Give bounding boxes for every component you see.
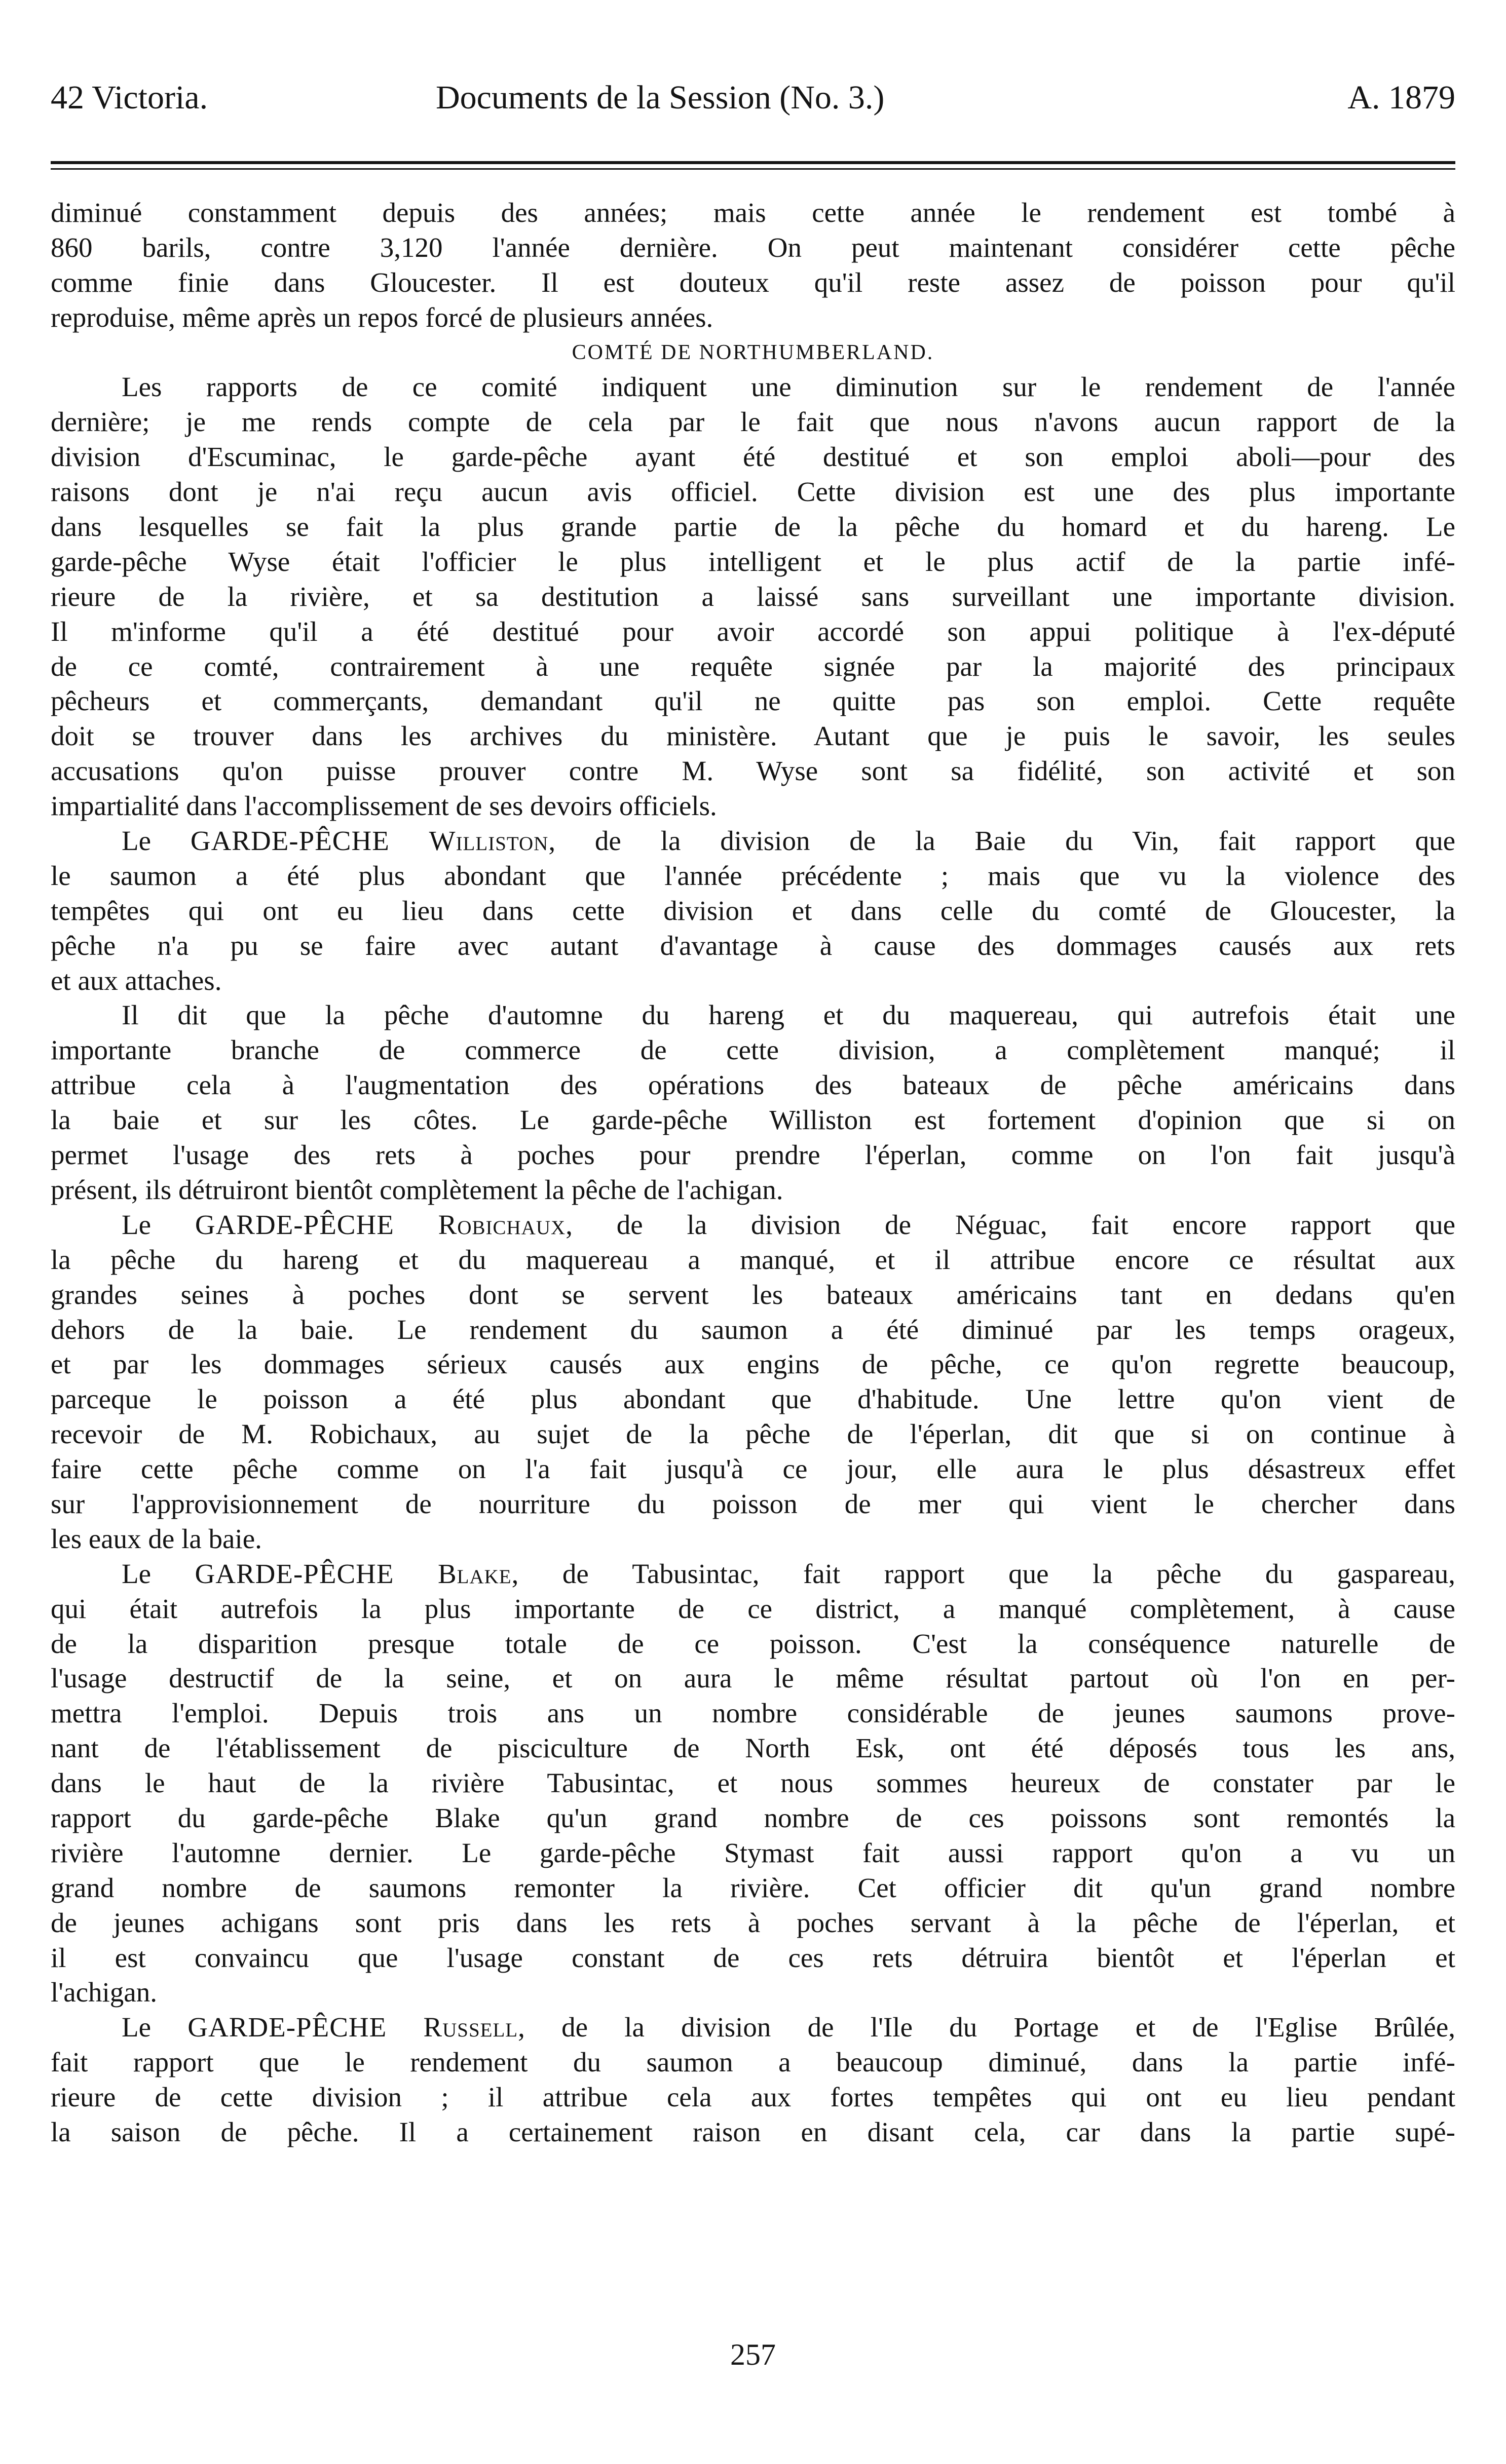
text-line: qui était autrefois la plus importante de ce district, a manqué complètement, à cause [51, 1593, 1455, 1624]
text-line: mettra l'emploi. Depuis trois ans un nombre considérable de jeunes saumons prove- [51, 1698, 1455, 1729]
text-line: Les rapports de ce comité indiquent une diminution sur le rendement de l'année [122, 371, 1455, 403]
title-garde-peche: GARDE-PÊCHE [195, 1558, 394, 1589]
text-run: Le [122, 1558, 152, 1589]
header-year: A. 1879 [1347, 79, 1455, 116]
text-line: comme finie dans Gloucester. Il est douteux qu'il reste assez de poisson pour qu'il [51, 266, 1455, 298]
text-line: rieure de la rivière, et sa destitution a laissé sans surveillant une importante division. [51, 581, 1455, 612]
text-run: , de Tabusintac, fait rapport que la pêche du gaspareau, [511, 1558, 1455, 1589]
text-line: de la disparition presque totale de ce poisson. C'est la conséquence naturelle de [51, 1628, 1455, 1659]
header-title: Documents de la Session (No. 3.) [436, 79, 885, 116]
text-line: recevoir de M. Robichaux, au sujet de la pêche de l'éperlan, dit que si on continue à [51, 1418, 1455, 1450]
text-line: l'achigan. [51, 1977, 157, 2008]
title-garde-peche: GARDE-PÊCHE [195, 1209, 394, 1240]
text-line: rivière l'automne dernier. Le garde-pêche Stymast fait aussi rapport qu'on a vu un [51, 1837, 1455, 1868]
text-line: rapport du garde-pêche Blake qu'un grand nombre de ces poissons sont remontés la [51, 1802, 1455, 1833]
text-line: nant de l'établissement de pisciculture de North Esk, ont été déposés tous les ans, [51, 1732, 1455, 1764]
text-line: Il m'informe qu'il a été destitué pour avoir accordé son appui politique à l'ex-député [51, 615, 1455, 647]
text-line: le saumon a été plus abondant que l'année précédente ; mais que vu la violence des [51, 860, 1455, 891]
text-line: parceque le poisson a été plus abondant que d'habitude. Une lettre qu'on vient de [51, 1383, 1455, 1415]
text-line: dans lesquelles se fait la plus grande partie de la pêche du homard et du hareng. Le [51, 511, 1455, 543]
header-rule-thick [51, 161, 1455, 164]
text-line: de ce comté, contrairement à une requête signée par la majorité des principaux [51, 650, 1455, 682]
text-line: dernière; je me rends compte de cela par le fait que nous n'avons aucun rapport de la [51, 406, 1455, 438]
text-line: grand nombre de saumons remonter la rivière. Cet officier dit qu'un grand nombre [51, 1872, 1455, 1903]
text-line: la saison de pêche. Il a certainement raison en disant cela, car dans la partie supé- [51, 2116, 1455, 2147]
paragraph-robichaux [51, 1208, 1455, 1243]
text-line: permet l'usage des rets à poches pour prendre l'éperlan, comme on l'on fait jusqu'à [51, 1139, 1455, 1171]
running-header [51, 75, 1455, 121]
section-heading: COMTÉ DE NORTHUMBERLAND. [572, 340, 934, 364]
text-line: de jeunes achigans sont pris dans les rets à poches servant à la pêche de l'éperlan, et [51, 1907, 1455, 1938]
text-line: tempêtes qui ont eu lieu dans cette division et dans celle du comté de Gloucester, la [51, 895, 1455, 926]
header-volume: 42 Victoria. [51, 79, 208, 116]
text-line: 860 barils, contre 3,120 l'année dernière. On peut maintenant considérer cette pêche [51, 232, 1455, 263]
officer-name: Blake [437, 1558, 512, 1589]
title-garde-peche: GARDE-PÊCHE [187, 2012, 387, 2043]
paragraph-williston [51, 824, 1455, 859]
text-line: rieure de cette division ; il attribue cela aux fortes tempêtes qui ont eu lieu pendant [51, 2082, 1455, 2113]
officer-name: Russell [423, 2012, 518, 2043]
text-run: , de la division de Néguac, fait encore rapport que [566, 1209, 1455, 1240]
text-line: sur l'approvisionnement de nourriture du poisson de mer qui vient le chercher dans [51, 1488, 1455, 1519]
text-line: raisons dont je n'ai reçu aucun avis officiel. Cette division est une des plus importante [51, 476, 1455, 508]
text-line: attribue cela à l'augmentation des opérations des bateaux de pêche américains dans [51, 1069, 1455, 1101]
officer-name: Robichaux [438, 1209, 566, 1240]
text-line: grandes seines à poches dont se servent les bateaux américains tant en dedans qu'en [51, 1279, 1455, 1310]
text-line: division d'Escuminac, le garde-pêche ayant été destitué et son emploi aboli—pour des [51, 441, 1455, 473]
text-line: Il dit que la pêche d'automne du hareng et du maquereau, qui autrefois était une [122, 999, 1455, 1031]
document-page [51, 0, 1455, 2464]
text-line: pêche n'a pu se faire avec autant d'avantage à cause des dommages causés aux rets [51, 930, 1455, 961]
text-run: , de la division de la Baie du Vin, fait rapport que [548, 825, 1455, 857]
text-run: , de la division de l'Ile du Portage et de l'Eglise Brûlée, [518, 2012, 1455, 2043]
text-line: importante branche de commerce de cette division, a complètement manqué; il [51, 1034, 1455, 1066]
text-line: doit se trouver dans les archives du ministère. Autant que je puis le savoir, les seules [51, 720, 1455, 752]
text-line: pêcheurs et commerçants, demandant qu'il ne quitte pas son emploi. Cette requête [51, 685, 1455, 717]
paragraph-russell [51, 2010, 1455, 2045]
text-line: et aux attaches. [51, 965, 222, 996]
officer-name: Williston [429, 825, 549, 857]
text-line: garde-pêche Wyse était l'officier le plus intelligent et le plus actif de la partie infé- [51, 546, 1455, 577]
text-run: Le [122, 2012, 152, 2043]
text-line: dans le haut de la rivière Tabusintac, et nous sommes heureux de constater par le [51, 1767, 1455, 1799]
text-line: la pêche du hareng et du maquereau a manqué, et il attribue encore ce résultat aux [51, 1244, 1455, 1275]
text-line: dehors de la baie. Le rendement du saumon a été diminué par les temps orageux, [51, 1314, 1455, 1345]
text-line: il est convaincu que l'usage constant de ces rets détruira bientôt et l'éperlan et [51, 1942, 1455, 1973]
paragraph-blake [51, 1557, 1455, 1592]
text-line: fait rapport que le rendement du saumon a beaucoup diminué, dans la partie infé- [51, 2047, 1455, 2078]
text-line: les eaux de la baie. [51, 1523, 262, 1554]
text-run: Le [122, 1209, 152, 1240]
text-line: accusations qu'on puisse prouver contre M. Wyse sont sa fidélité, son activité et son [51, 755, 1455, 787]
text-line: la baie et sur les côtes. Le garde-pêche Williston est fortement d'opinion que si on [51, 1104, 1455, 1136]
text-line: présent, ils détruiront bientôt complètement la pêche de l'achigan. [51, 1174, 783, 1205]
text-line: l'usage destructif de la seine, et on aura le même résultat partout où l'on en per- [51, 1663, 1455, 1694]
title-garde-peche: GARDE-PÊCHE [190, 825, 390, 857]
text-line: diminué constamment depuis des années; mais cette année le rendement est tombé à [51, 197, 1455, 228]
text-line: et par les dommages sérieux causés aux engins de pêche, ce qu'on regrette beaucoup, [51, 1349, 1455, 1380]
text-line: impartialité dans l'accomplissement de ses devoirs officiels. [51, 790, 717, 822]
text-run: Le [122, 825, 152, 857]
header-rule-thin [51, 168, 1455, 170]
text-line: faire cette pêche comme on l'a fait jusqu'à ce jour, elle aura le plus désastreux effet [51, 1453, 1455, 1485]
page-number: 257 [730, 2338, 776, 2371]
body-text [51, 196, 1455, 2150]
text-line: reproduise, même après un repos forcé de plusieurs années. [51, 301, 713, 333]
